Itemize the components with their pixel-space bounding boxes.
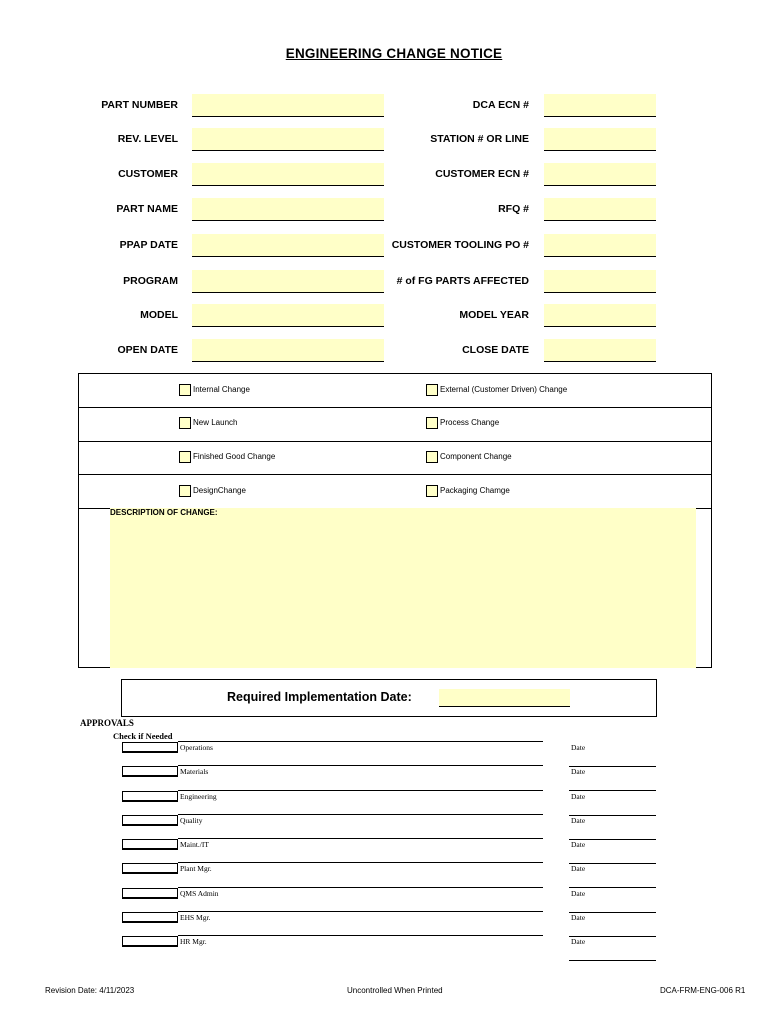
- approval-signature-line[interactable]: [178, 741, 543, 742]
- label-ppap-date: PPAP DATE: [119, 239, 178, 251]
- divider: [79, 441, 711, 442]
- label-model: MODEL: [140, 309, 178, 321]
- checkbox-component-change[interactable]: [426, 451, 438, 463]
- approval-check-quality[interactable]: [122, 815, 178, 826]
- label-dca-ecn: DCA ECN #: [472, 99, 529, 111]
- label-rev-level: REV. LEVEL: [117, 133, 178, 145]
- label-program: PROGRAM: [123, 275, 178, 287]
- divider: [79, 407, 711, 408]
- checkbox-label-component-change: Component Change: [440, 452, 512, 461]
- approval-date-label: Date: [571, 864, 586, 874]
- label-part-number: PART NUMBER: [101, 99, 178, 111]
- approval-check-plant-mgr[interactable]: [122, 863, 178, 874]
- approval-name-plant-mgr: Plant Mgr.: [180, 864, 212, 874]
- checkbox-internal-change[interactable]: [179, 384, 191, 396]
- page-title: ENGINEERING CHANGE NOTICE: [285, 46, 503, 61]
- description-label: DESCRIPTION OF CHANGE:: [110, 508, 218, 517]
- approval-date-line[interactable]: [569, 960, 656, 961]
- approval-signature-line[interactable]: [178, 911, 543, 912]
- approval-signature-line[interactable]: [178, 790, 543, 791]
- approval-name-operations: Operations: [180, 743, 213, 752]
- field-model[interactable]: [192, 304, 384, 327]
- label-rfq: RFQ #: [498, 203, 529, 215]
- checkbox-packaging-chamge[interactable]: [426, 485, 438, 497]
- checkbox-label-new-launch: New Launch: [193, 418, 238, 427]
- approval-date-label: Date: [571, 815, 586, 825]
- approval-date-label: Date: [571, 912, 586, 922]
- approval-check-engineering[interactable]: [122, 791, 178, 802]
- approval-date-label: Date: [571, 840, 586, 849]
- approval-name-materials: Materials: [180, 767, 209, 777]
- field-customer[interactable]: [192, 163, 384, 186]
- checkbox-finished-good-change[interactable]: [179, 451, 191, 463]
- label-station-or-line: STATION # OR LINE: [430, 133, 529, 145]
- field-customer-ecn[interactable]: [544, 163, 656, 186]
- approval-name-quality: Quality: [180, 815, 203, 825]
- approval-check-materials[interactable]: [122, 766, 178, 777]
- approval-date-label: Date: [571, 888, 586, 898]
- approval-signature-line[interactable]: [178, 862, 543, 863]
- divider: [79, 474, 711, 475]
- approval-check-qms-admin[interactable]: [122, 888, 178, 899]
- label-customer: CUSTOMER: [118, 168, 178, 180]
- field-part-name[interactable]: [192, 198, 384, 221]
- label-customer-tooling-po: CUSTOMER TOOLING PO #: [391, 239, 529, 251]
- field-part-number[interactable]: [192, 94, 384, 117]
- approval-check-operations[interactable]: [122, 742, 178, 753]
- field-rfq[interactable]: [544, 198, 656, 221]
- approval-date-label: Date: [571, 743, 586, 752]
- approval-name-engineering: Engineering: [180, 791, 217, 801]
- checkbox-designchange[interactable]: [179, 485, 191, 497]
- field-close-date[interactable]: [544, 339, 656, 362]
- approval-name-qms-admin: QMS Admin: [180, 888, 219, 898]
- approval-signature-line[interactable]: [178, 765, 543, 766]
- label-model-year: MODEL YEAR: [459, 309, 529, 321]
- checkbox-process-change[interactable]: [426, 417, 438, 429]
- checkbox-label-internal-change: Internal Change: [193, 385, 250, 394]
- approval-signature-line[interactable]: [178, 887, 543, 888]
- field-rev-level[interactable]: [192, 128, 384, 151]
- approval-check-ehs-mgr[interactable]: [122, 912, 178, 923]
- field-dca-ecn[interactable]: [544, 94, 656, 117]
- field-station-or-line[interactable]: [544, 128, 656, 151]
- approval-signature-line[interactable]: [178, 838, 543, 839]
- field-of-fg-parts-affected[interactable]: [544, 270, 656, 293]
- label-close-date: CLOSE DATE: [462, 344, 529, 356]
- checkbox-label-designchange: DesignChange: [193, 486, 246, 495]
- required-date-field[interactable]: [439, 689, 570, 707]
- label-part-name: PART NAME: [116, 203, 178, 215]
- approval-name-ehs-mgr: EHS Mgr.: [180, 912, 211, 922]
- field-open-date[interactable]: [192, 339, 384, 362]
- footer-revision: Revision Date: 4/11/2023: [45, 986, 135, 995]
- required-date-label: Required Implementation Date:: [227, 690, 412, 704]
- approval-date-label: Date: [571, 937, 586, 946]
- label-of-fg-parts-affected: # of FG PARTS AFFECTED: [396, 275, 529, 287]
- approval-signature-line[interactable]: [178, 935, 543, 936]
- checkbox-label-external-customer-driven-change: External (Customer Driven) Change: [440, 385, 568, 394]
- approval-check-hr-mgr[interactable]: [122, 936, 178, 947]
- approval-name-maint-it: Maint./IT: [180, 840, 209, 849]
- checkbox-label-finished-good-change: Finished Good Change: [193, 452, 276, 461]
- checkbox-label-packaging-chamge: Packaging Chamge: [440, 486, 510, 495]
- approval-name-hr-mgr: HR Mgr.: [180, 937, 207, 946]
- field-customer-tooling-po[interactable]: [544, 234, 656, 257]
- footer-uncontrolled: Uncontrolled When Printed: [347, 986, 443, 995]
- checkbox-new-launch[interactable]: [179, 417, 191, 429]
- field-model-year[interactable]: [544, 304, 656, 327]
- field-ppap-date[interactable]: [192, 234, 384, 257]
- field-program[interactable]: [192, 270, 384, 293]
- label-customer-ecn: CUSTOMER ECN #: [435, 168, 529, 180]
- approval-check-maint-it[interactable]: [122, 839, 178, 850]
- description-field[interactable]: [110, 508, 696, 668]
- approval-signature-line[interactable]: [178, 814, 543, 815]
- approval-date-label: Date: [571, 791, 586, 801]
- approvals-heading: APPROVALS: [80, 718, 134, 728]
- checkbox-external-customer-driven-change[interactable]: [426, 384, 438, 396]
- label-open-date: OPEN DATE: [117, 344, 178, 356]
- approval-date-label: Date: [571, 767, 586, 777]
- footer-form-id: DCA-FRM-ENG-006 R1: [660, 986, 746, 995]
- checkbox-label-process-change: Process Change: [440, 418, 500, 427]
- approvals-subheading: Check if Needed: [113, 731, 173, 741]
